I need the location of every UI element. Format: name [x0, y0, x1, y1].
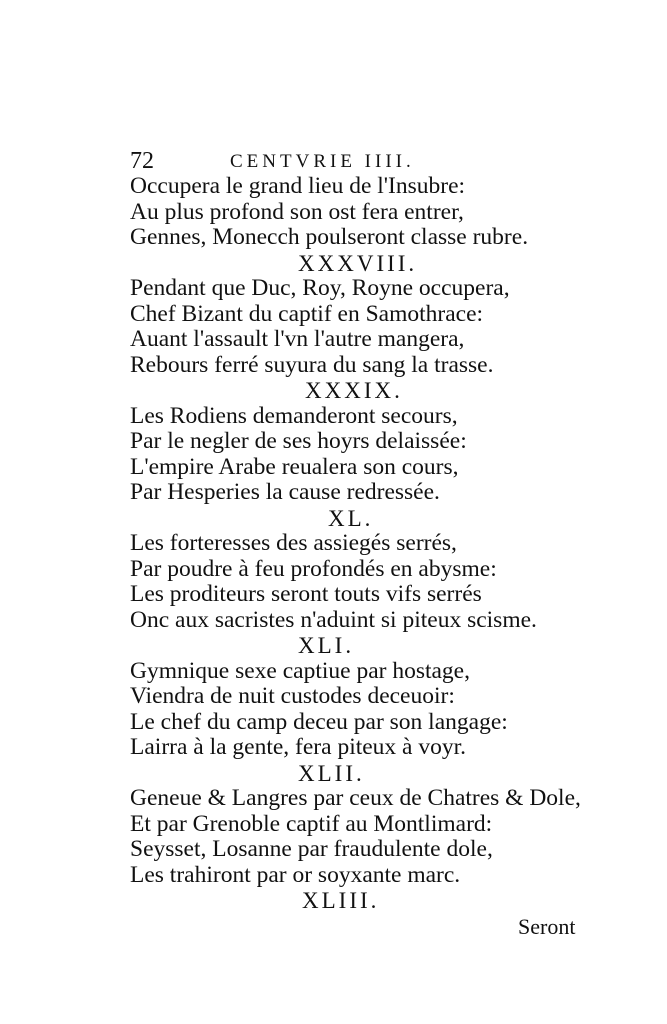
verse-line: Et par Grenoble captif au Montlimard:: [130, 810, 493, 837]
verse-line: Les Rodiens demanderont secours,: [130, 402, 458, 429]
verse-block: [130, 174, 610, 914]
quatrain-number: XLIII.: [302, 888, 380, 913]
quatrain-number: XLII.: [298, 760, 365, 786]
verse-line: Les forteresses des assiegés serrés,: [130, 530, 457, 556]
running-head: CENTVRIE IIII.: [230, 151, 415, 172]
catchword: Seront: [518, 914, 576, 939]
page-number: 72: [130, 148, 154, 174]
verse-line: Par le negler de ses hoyrs delaissée:: [130, 428, 467, 454]
verse-line: Le chef du camp deceu par son langage:: [130, 708, 508, 735]
verse-line: Onc aux sacristes n'aduint si piteux scisme.: [130, 606, 537, 633]
verse-line: Auant l'assault l'vn l'autre mangera,: [130, 326, 465, 352]
verse-line: Par poudre à feu profondés en abysme:: [130, 555, 497, 582]
quatrain-number: XXXIX.: [305, 378, 403, 403]
quatrain-number: XXXVIII.: [298, 250, 418, 276]
verse-line: Gennes, Monecch poulseront classe rubre.: [130, 224, 529, 250]
verse-line: Les trahiront par or soyxante marc.: [130, 861, 461, 888]
verse-line: Lairra à la gente, fera piteux à voyr.: [130, 734, 467, 760]
verse-line: Geneue & Langres par ceux de Chatres & Dole,: [130, 785, 581, 811]
page-header: [130, 146, 490, 176]
quatrain-number: XL.: [328, 505, 374, 531]
verse-line: Seysset, Losanne par fraudulente dole,: [130, 836, 493, 862]
verse-line: Gymnique sexe captiue par hostage,: [130, 657, 470, 684]
quatrain-number: XLI.: [298, 633, 355, 658]
verse-line: Par Hesperies la cause redressée.: [130, 479, 440, 505]
verse-line: Viendra de nuit custodes deceuoir:: [130, 683, 455, 709]
verse-line: Rebours ferré suyura du sang la trasse.: [130, 351, 494, 378]
verse-line: Occupera le grand lieu de l'Insubre:: [130, 173, 466, 199]
verse-line: Chef Bizant du captif en Samothrace:: [130, 300, 484, 327]
verse-line: Les proditeurs seront touts vifs serrés: [130, 581, 482, 607]
verse-line: Au plus profond son ost fera entrer,: [130, 198, 464, 225]
verse-line: L'empire Arabe reualera son cours,: [130, 453, 459, 480]
verse-line: Pendant que Duc, Roy, Royne occupera,: [130, 275, 510, 301]
